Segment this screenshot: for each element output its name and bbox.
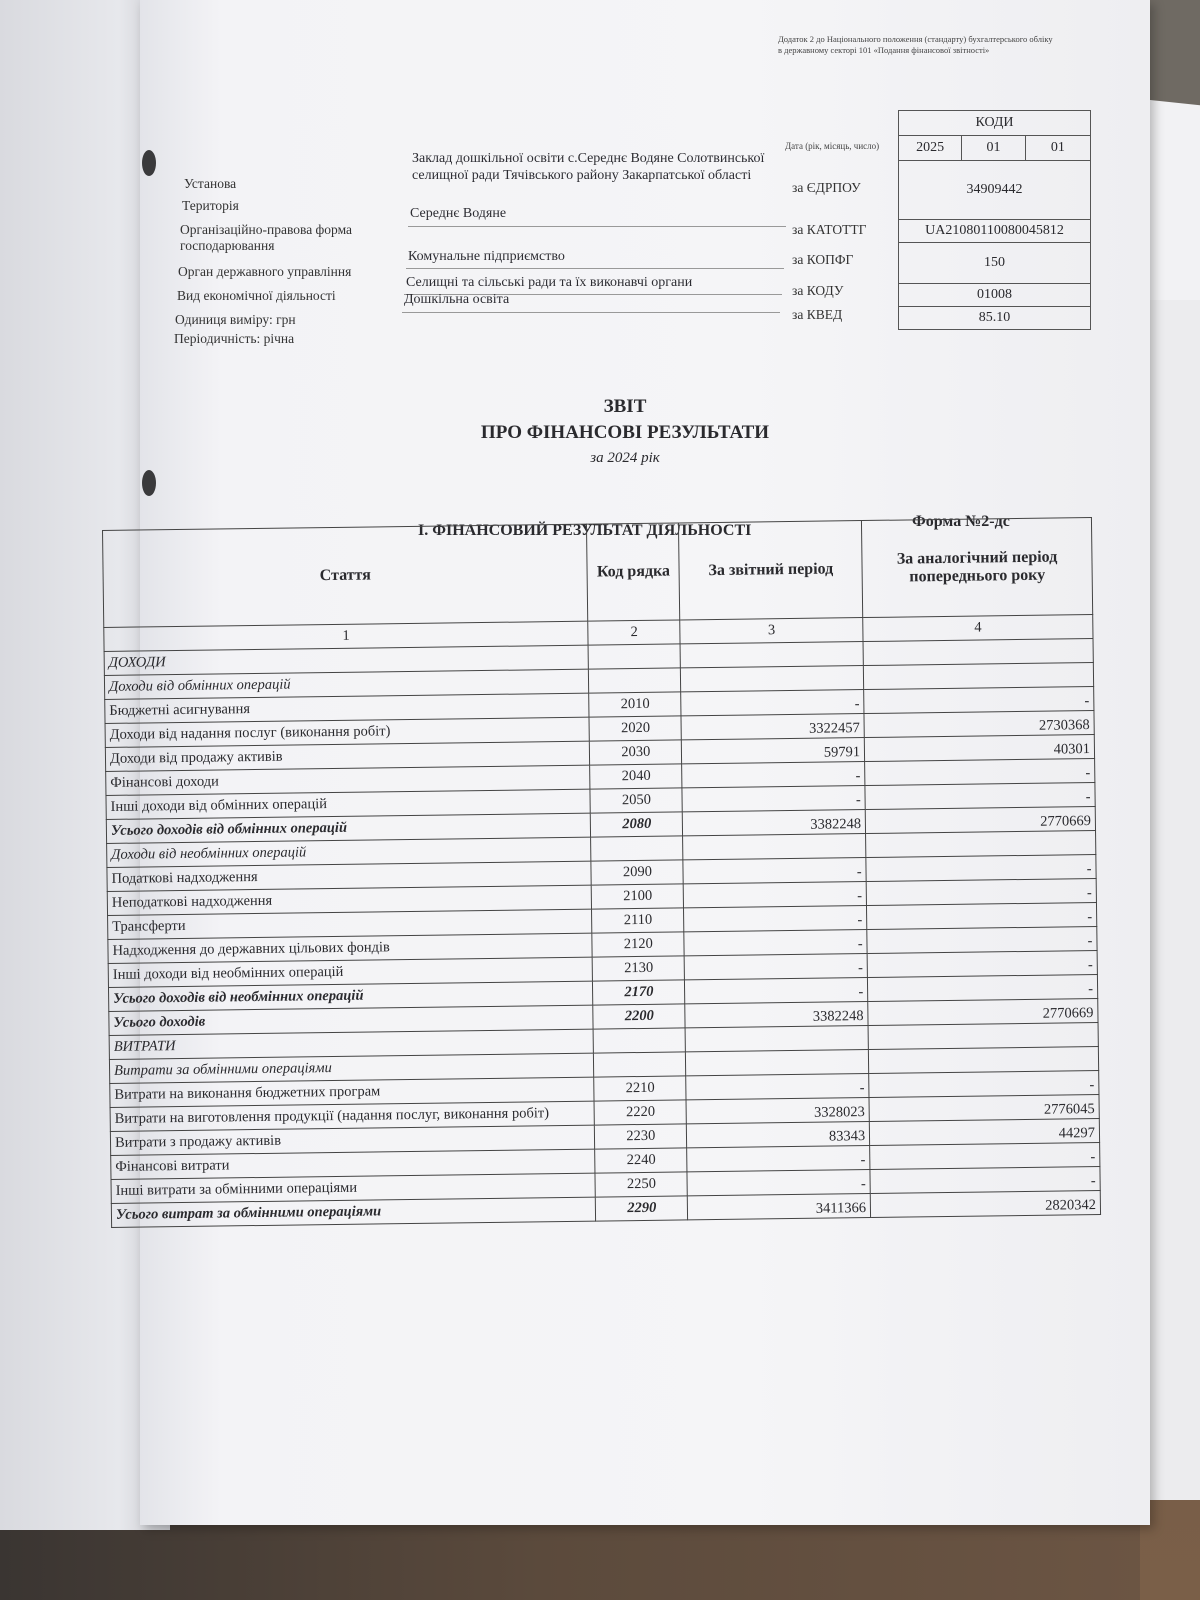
section-title: І. ФІНАНСОВИЙ РЕЗУЛЬТАТ ДІЯЛЬНОСТІ <box>418 522 752 539</box>
underline <box>408 226 786 227</box>
row-article: Бюджетні асигнування <box>105 693 590 723</box>
row-previous-value: 44297 <box>869 1118 1099 1145</box>
row-previous-value: - <box>867 951 1097 978</box>
code-value: 34909442 <box>899 161 1091 220</box>
header-previous: За аналогічний період попереднього року <box>862 518 1093 618</box>
row-article: Усього витрат за обмінними операціями <box>111 1197 596 1227</box>
row-code <box>591 836 683 861</box>
code-label: за КОПФГ <box>792 252 854 267</box>
row-article: Трансферти <box>108 909 593 939</box>
row-article: Витрати на виготовлення продукції (надання послуг, виконання робіт) <box>110 1101 595 1131</box>
row-previous-value: - <box>867 903 1097 930</box>
row-article: Усього доходів від обмінних операцій <box>106 813 591 843</box>
row-code: 2100 <box>592 884 684 909</box>
date-year: 2025 <box>899 136 962 161</box>
codes-box <box>898 110 1091 330</box>
row-article: Фінансові доходи <box>106 765 591 795</box>
row-current-value: 59791 <box>682 738 865 764</box>
row-article: Витрати з продажу активів <box>110 1125 595 1155</box>
row-article: ДОХОДИ <box>104 645 589 675</box>
binder-hole-icon <box>142 150 156 176</box>
activity-label: Вид економічної діяльності <box>177 288 336 303</box>
row-previous-value: - <box>868 975 1098 1002</box>
row-code: 2020 <box>589 716 681 741</box>
row-current-value: 3322457 <box>681 714 864 740</box>
code-value: 85.10 <box>899 307 1091 330</box>
row-current-value: - <box>684 930 867 956</box>
row-current-value: - <box>684 906 867 932</box>
row-article: Неподаткові надходження <box>107 885 592 915</box>
column-number: 3 <box>680 618 863 644</box>
row-code: 2110 <box>592 908 684 933</box>
row-code: 2050 <box>590 788 682 813</box>
row-code: 2130 <box>593 956 685 981</box>
row-previous-value: - <box>865 759 1095 786</box>
row-previous-value <box>863 663 1093 690</box>
row-article: Доходи від продажу активів <box>105 741 590 771</box>
financial-results-table <box>102 517 1101 1228</box>
row-code: 2220 <box>594 1100 686 1125</box>
report-period: за 2024 рік <box>590 450 660 466</box>
row-article: Доходи від необмінних операцій <box>107 837 592 867</box>
row-article: Доходи від надання послуг (виконання робіт) <box>105 717 590 747</box>
row-previous-value: 2770669 <box>865 807 1095 834</box>
row-current-value <box>681 666 864 692</box>
row-current-value: - <box>686 1074 869 1100</box>
row-article: Фінансові витрати <box>111 1149 596 1179</box>
row-previous-value <box>863 639 1093 666</box>
table-header-row <box>103 518 1093 628</box>
row-article: Витрати за обмінними операціями <box>109 1053 594 1083</box>
row-previous-value <box>868 1023 1098 1050</box>
row-article: Надходження до державних цільових фондів <box>108 933 593 963</box>
row-previous-value <box>866 831 1096 858</box>
row-current-value: 3382248 <box>683 810 866 836</box>
row-code <box>588 644 680 669</box>
header-code: Код рядка <box>587 523 680 621</box>
territory-label: Територія <box>182 198 239 213</box>
header-article: Стаття <box>103 524 589 627</box>
row-current-value <box>686 1050 869 1076</box>
row-code: 2030 <box>590 740 682 765</box>
row-current-value: 3411366 <box>688 1193 871 1219</box>
row-previous-value: 40301 <box>864 735 1094 762</box>
underline <box>402 312 780 313</box>
date-day: 01 <box>1025 136 1090 161</box>
row-previous-value: 2730368 <box>864 711 1094 738</box>
underline <box>406 268 784 269</box>
column-number: 4 <box>863 615 1093 642</box>
code-label: за ЄДРПОУ <box>792 180 861 195</box>
row-article: ВИТРАТИ <box>109 1029 594 1059</box>
row-article: Інші доходи від обмінних операцій <box>106 789 591 819</box>
row-code: 2230 <box>595 1124 687 1149</box>
date-label: Дата (рік, місяць, число) <box>785 141 880 151</box>
authority-label: Орган державного управління <box>178 264 352 279</box>
row-previous-value: - <box>864 687 1094 714</box>
institution-label: Установа <box>184 176 237 191</box>
row-code <box>589 668 681 693</box>
row-previous-value: - <box>865 783 1095 810</box>
institution-value: Заклад дошкільної освіти с.Середнє Водяне Солотвинської селищної ради Тячівського району Закарпатської області <box>412 151 765 183</box>
row-previous-value: - <box>867 927 1097 954</box>
row-current-value: - <box>687 1170 870 1196</box>
row-current-value: 83343 <box>687 1122 870 1148</box>
row-current-value <box>685 1026 868 1052</box>
row-article: Усього доходів від необмінних операцій <box>108 981 593 1011</box>
legal-form-label: Організаційно-правова форма господарювання <box>180 222 353 253</box>
codes-title: КОДИ <box>899 111 1091 136</box>
row-code: 2040 <box>590 764 682 789</box>
row-code: 2290 <box>596 1196 688 1221</box>
row-current-value: - <box>683 858 866 884</box>
row-article: Інші доходи від необмінних операцій <box>108 957 593 987</box>
annex-note: Додаток 2 до Національного положення (стандарту) бухгалтерського обліку в державному секторі 101 «Подання фінансової звітності» <box>778 34 1053 55</box>
code-value: UA21080110080045812 <box>899 220 1091 243</box>
row-current-value: - <box>681 690 864 716</box>
row-current-value: - <box>682 786 865 812</box>
row-code <box>594 1052 686 1077</box>
row-current-value <box>680 642 863 668</box>
row-code: 2080 <box>591 812 683 837</box>
row-current-value: - <box>687 1146 870 1172</box>
row-code: 2250 <box>595 1172 687 1197</box>
code-label: за КАТОТТГ <box>792 222 867 237</box>
row-previous-value: - <box>866 855 1096 882</box>
authority-value: Селищні та сільські ради та їх виконавчі органи <box>406 275 693 290</box>
activity-value: Дошкільна освіта <box>404 292 510 307</box>
row-article: Витрати на виконання бюджетних програм <box>110 1077 595 1107</box>
row-current-value: - <box>682 762 865 788</box>
row-current-value: - <box>685 978 868 1004</box>
row-previous-value: 2776045 <box>869 1094 1099 1121</box>
row-article: Доходи від обмінних операцій <box>104 669 589 699</box>
unit-label: Одиниця виміру: грн <box>175 312 296 327</box>
row-previous-value: - <box>870 1142 1100 1169</box>
row-current-value: 3382248 <box>685 1002 868 1028</box>
row-current-value: - <box>684 882 867 908</box>
date-month: 01 <box>962 136 1025 161</box>
row-code <box>593 1028 685 1053</box>
row-code: 2200 <box>593 1004 685 1029</box>
row-code: 2120 <box>592 932 684 957</box>
code-label: за КВЕД <box>792 307 843 322</box>
row-article: Усього доходів <box>109 1005 594 1035</box>
code-value: 150 <box>899 243 1091 284</box>
row-previous-value: - <box>869 1071 1099 1098</box>
row-code: 2010 <box>589 692 681 717</box>
row-code: 2210 <box>594 1076 686 1101</box>
row-previous-value: - <box>866 879 1096 906</box>
row-previous-value: 2770669 <box>868 999 1098 1026</box>
binder-hole-icon <box>142 470 156 496</box>
row-current-value: 3328023 <box>686 1098 869 1124</box>
legal-form-value: Комунальне підприємство <box>408 249 565 264</box>
row-current-value <box>683 834 866 860</box>
form-number: Форма №2-дс <box>912 513 1010 530</box>
row-previous-value <box>869 1047 1099 1074</box>
report-title: ЗВІТ <box>603 396 647 417</box>
row-code: 2170 <box>593 980 685 1005</box>
row-code: 2090 <box>591 860 683 885</box>
row-previous-value: - <box>870 1166 1100 1193</box>
territory-value: Середнє Водяне <box>410 206 507 221</box>
column-number: 2 <box>588 620 680 645</box>
row-previous-value: 2820342 <box>870 1190 1100 1217</box>
row-article: Податкові надходження <box>107 861 592 891</box>
periodicity-label: Періодичність: річна <box>174 331 295 346</box>
column-number: 1 <box>104 621 589 651</box>
header-current: За звітний період <box>679 521 863 620</box>
row-code: 2240 <box>595 1148 687 1173</box>
report-subtitle: ПРО ФІНАНСОВІ РЕЗУЛЬТАТИ <box>480 422 770 443</box>
row-article: Інші витрати за обмінними операціями <box>111 1173 596 1203</box>
row-current-value: - <box>684 954 867 980</box>
code-value: 01008 <box>899 284 1091 307</box>
code-label: за КОДУ <box>792 283 844 298</box>
